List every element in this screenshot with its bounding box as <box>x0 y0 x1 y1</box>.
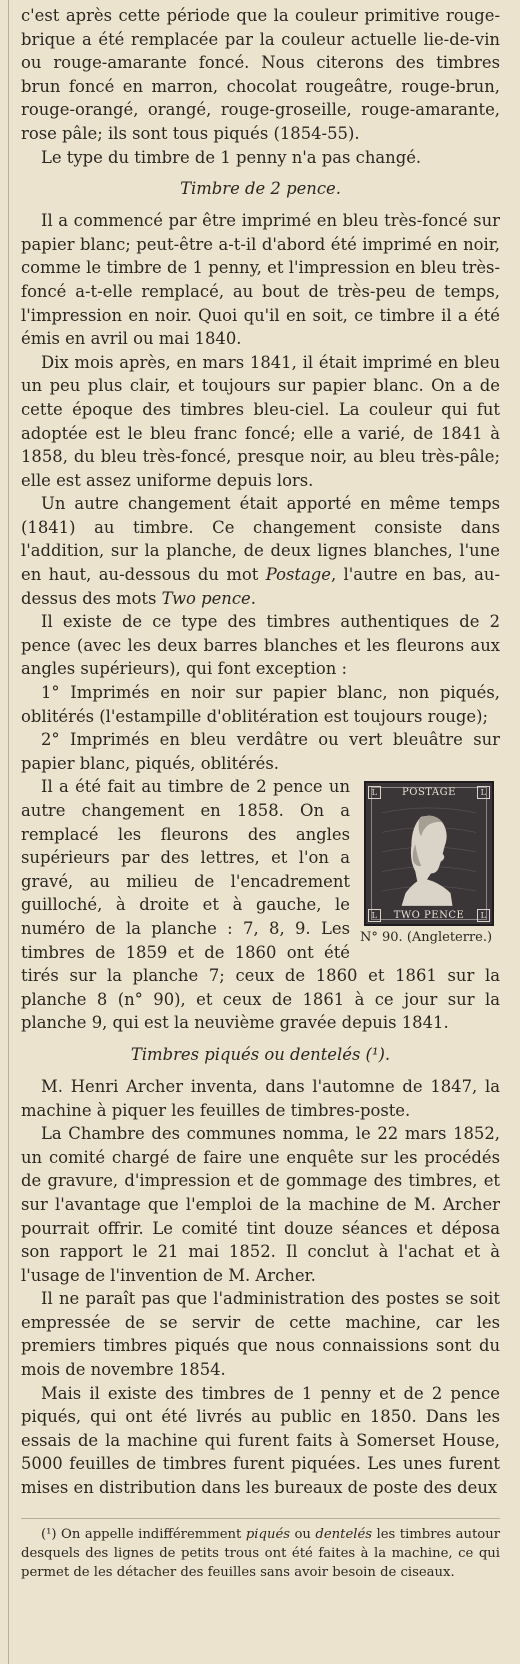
stamp-corner-letter: L <box>368 786 381 799</box>
stamp-corner-letter: L <box>368 909 381 922</box>
left-margin-rule <box>8 0 9 1664</box>
italic-postage: Postage <box>265 565 331 585</box>
italic-piques: piqués <box>245 1526 291 1542</box>
text-run: Un autre changement était apporté en même temps (1841) au timbre. Ce changement consiste dans l'addition, sur la planche, de deux lignes blanches, l'une en haut, au-dessous du mot <box>21 494 500 585</box>
paragraph-1penny-type: Le type du timbre de 1 penny n'a pas changé. <box>41 147 422 167</box>
stamp-top-band <box>366 784 492 800</box>
stamp-bottom-text: TWO PENCE <box>393 909 465 921</box>
text-run: . <box>250 588 256 608</box>
paragraph-2pence-1: Il a commencé par être imprimé en bleu très-foncé sur papier blanc; peut-être a-t-il d'abord été imprimé en noir, comme le timbre de 1 penny, et l'impression en bleu très-foncé a-t-elle remplacé, au bout de très-peu de temps, l'impression en noir. Quoi qu'il en soit, ce timbre il a été émis en avril ou mai 1840. <box>21 211 500 349</box>
stamp-top-text: POSTAGE <box>402 786 456 798</box>
stamp-corner-letter: L <box>477 909 490 922</box>
paragraph-2pence-6: 2° Imprimés en bleu verdâtre ou vert bleuâtre sur papier blanc, piqués, oblitérés. <box>21 730 500 773</box>
stamp-image <box>364 781 494 926</box>
paragraph-colors-1penny: c'est après cette période que la couleur primitive rouge-brique a été remplacée par la couleur actuelle lie-de-vin ou rouge-amarante foncé. Nous citerons des timbres brun foncé en marron, chocolat rougeâtre, rouge-brun, rouge-orangé, orangé, rouge-groseille, rouge-amarante, rose pâle; ils sont tous piqués (1854-55). <box>21 6 500 143</box>
queen-portrait-icon <box>382 803 476 906</box>
italic-two-pence: Two pence <box>161 588 251 608</box>
stamp-figure <box>360 781 500 947</box>
paragraph-pierced-2: La Chambre des communes nomma, le 22 mars 1852, un comité chargé de faire une enquête sur les procédés de gravure, d'impression et de gommage des timbres, et sur l'avantage que l'emploi de la machine de M. Archer pourrait offrir. Le comité tint douze séances et déposa son rapport le 21 mai 1852. Il conclut à l'achat et à l'usage de l'invention de M. Archer. <box>21 1124 500 1285</box>
footnote-divider <box>21 1518 500 1519</box>
heading-timbres-piques: Timbres piqués ou dentelés (¹). <box>130 1044 391 1064</box>
paragraph-2pence-4: Il existe de ce type des timbres authentiques de 2 pence (avec les deux barres blanches et les fleurons aux angles supérieurs), qui font exception : <box>21 612 500 679</box>
paragraph-pierced-3: Il ne paraît pas que l'administration des postes se soit empressée de se servir de cette machine, car les premiers timbres piqués que nous connaissions sont du mois de novembre 1854. <box>21 1289 500 1380</box>
stamp-caption: N° 90. (Angleterre.) <box>360 930 493 946</box>
footnote <box>21 1525 500 1582</box>
paragraph-2pence-7: Il a été fait au timbre de 2 pence un autre changement en 1858. On a remplacé les fleurons des angles supérieurs par des lettres, et l'on a gravé, au milieu de l'encadrement guilloché, à droite et à gauche, le numéro de la planche : 7, 8, 9. Les timbres de 1859 et de 1860 ont été tirés sur la planche 7; ceux de 1860 et 1861 sur la planche 8 (n° 90), et ceux de 1861 à ce jour sur la planche 9, qui est la neuvième gravée depuis 1841. <box>21 777 500 1033</box>
text-run: ou <box>290 1526 316 1542</box>
italic-denteles: dentelés <box>315 1526 373 1542</box>
stamp-bottom-band <box>366 907 492 923</box>
text-run: , l'autre en bas, au-dessus des mots <box>21 565 500 608</box>
stamp-corner-letter: L <box>477 786 490 799</box>
text-run: les timbres autour desquels des lignes de petits trous ont été faites à la machine, ce qui permet de les détacher des feuilles sans avoir besoin de ciseaux. <box>21 1526 500 1580</box>
paragraph-2pence-2: Dix mois après, en mars 1841, il était imprimé en bleu un peu plus clair, et toujours sur papier blanc. On a de cette époque des timbres bleu-ciel. La couleur qui fut adoptée est le bleu franc foncé; elle a varié, de 1841 à 1858, du bleu très-foncé, presque noir, au bleu très-pâle; elle est assez uniforme depuis lors. <box>21 352 500 490</box>
paragraph-2pence-3 <box>21 492 500 610</box>
heading-2-pence: Timbre de 2 pence. <box>180 179 341 199</box>
text-run: (¹) On appelle indifféremment <box>41 1526 246 1542</box>
paragraph-pierced-4: Mais il existe des timbres de 1 penny et de 2 pence piqués, qui ont été livrés au public en 1850. Dans les essais de la machine qui furent faits à Somerset House, 5000 feuilles de timbres furent piquées. Les unes furent mises en distribution dans les bureaux de poste des deux <box>21 1383 500 1498</box>
paragraph-2pence-5: 1° Imprimés en noir sur papier blanc, non piqués, oblitérés (l'estampille d'oblitération est toujours rouge); <box>21 683 500 726</box>
paragraph-pierced-1: M. Henri Archer inventa, dans l'automne de 1847, la machine à piquer les feuilles de timbres-poste. <box>21 1076 500 1120</box>
